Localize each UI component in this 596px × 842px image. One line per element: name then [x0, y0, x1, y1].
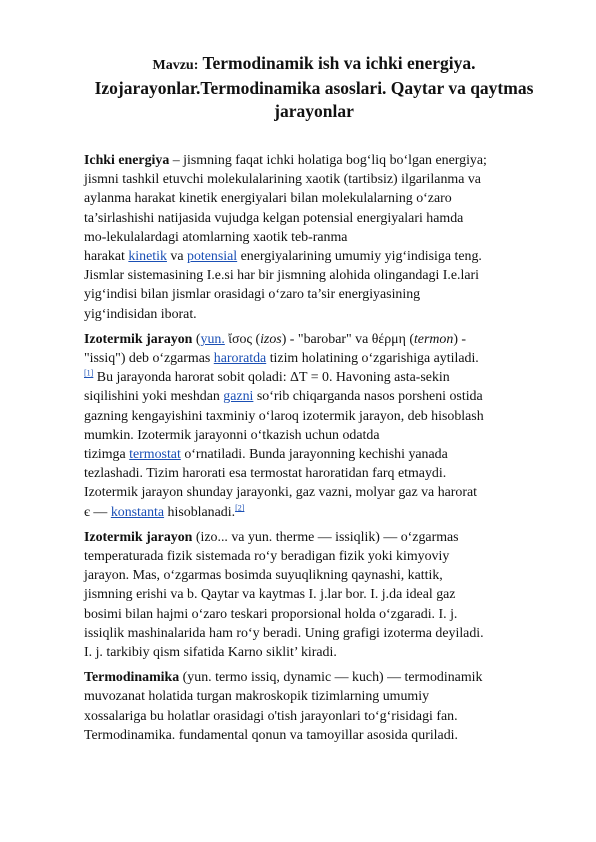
text-span: hisoblanadi.	[164, 504, 236, 520]
text-span: va	[166, 249, 188, 265]
text-line: aylanma harakat kinetik energiyalari bilan molekulalarning o‘zaro	[84, 191, 452, 207]
text-line: temperaturada fizik sistemada ro‘y beradigan fizik yoki kimyoviy	[84, 549, 450, 565]
title-line-3: jarayonlar	[274, 101, 354, 121]
paragraph-izotermik-jarayon-2	[84, 528, 544, 662]
text-span: є —	[84, 504, 111, 520]
term-termodinamika: Termodinamika	[84, 670, 180, 686]
text-span: ) -	[453, 331, 467, 347]
text-line: mo-lekulalardagi atomlarning xaotik teb-ranma	[84, 229, 348, 245]
term-ichki-energiya: Ichki energiya	[84, 153, 170, 168]
title-line-2: Izojarayonlar.Termodinamika asoslari. Qaytar va qaytmas	[94, 78, 534, 98]
text-line: bosimi bilan hajmi o‘zaro teskari proporsional holda o‘zgaradi. I. j.	[84, 606, 458, 622]
paragraph-izotermik-jarayon-1	[84, 330, 544, 522]
text-line: Izotermik jarayon shunday jarayonki, gaz vazni, molyar gaz va harorat	[84, 485, 478, 501]
text-line: ta’sirlashishi natijasida vujudga kelgan potensial energiyalari hamda	[84, 210, 464, 226]
footnote-ref-2	[235, 503, 244, 512]
term-izotermik-jarayon-2: Izotermik jarayon	[84, 529, 193, 545]
text-span: siqilishini yoki meshdan	[84, 389, 224, 405]
link-potensial[interactable]: potensial	[187, 249, 238, 265]
text-span: (yun. termo issiq, dynamic — kuch) — termodinamik	[179, 670, 483, 686]
text-line: gazning kengayishini taxminiy o‘laroq izotermik jarayon, deb hisoblash	[84, 408, 484, 424]
title-label: Mavzu:	[152, 58, 199, 73]
link-haroratda[interactable]: haroratda	[213, 351, 267, 367]
text-span: "issiq") deb o‘zgarmas	[84, 351, 214, 367]
paragraph-termodinamika	[84, 668, 544, 745]
text-span: tizimga	[84, 447, 130, 463]
text-izos: izos	[260, 331, 282, 347]
text-line: jarayon. Mas, o‘zgarmas bosimda suyuqlikning qaynashi, kattik,	[84, 568, 443, 584]
text-span: ἴσος (	[224, 331, 261, 347]
text-line: issiqlik mashinalarida ham ro‘y beradi. Uning grafigi izoterma deyiladi.	[84, 625, 484, 641]
text-line: Jismlar sistemasining I.e.si har bir jismning alohida olingandagi I.e.lari	[84, 268, 480, 284]
text-line: harakat	[84, 249, 129, 265]
link-gazni[interactable]: gazni	[223, 389, 254, 405]
text-span: o‘rnatiladi. Bunda jarayonning kechishi yanada	[180, 447, 448, 463]
text-line: jismning erishi va b. Qaytar va kaytmas I. j.lar bor. I. j.da ideal gaz	[84, 587, 456, 603]
text-line: tezlashadi. Tizim harorati esa termostat haroratidan farq etmaydi.	[84, 466, 447, 482]
text-span: (izo... va yun. therme — issiqlik) — o‘zgarmas	[192, 529, 459, 545]
text-span: so‘rib chiqarganda nasos porsheni ostida	[253, 389, 483, 405]
text-line: mumkin. Izotermik jarayonni o‘tkazish uchun odatda	[84, 427, 380, 443]
text-line: xossalariga bu holatlar orasidagi o'tish jarayonlari to‘g‘risidagi fan.	[84, 708, 458, 724]
text-line: yig‘indisi bilan jismlar orasidagi o‘zaro ta’sir energiyasining	[84, 287, 421, 303]
text-line: – jismning faqat ichki holatiga bog‘liq bo‘lgan energiya;	[169, 153, 487, 168]
text-termon: termon	[413, 331, 454, 347]
term-izotermik-jarayon: Izotermik jarayon	[84, 331, 193, 347]
text-line: I. j. tarkibiy qism sifatida Karno siklit’ kiradi.	[84, 645, 337, 661]
text-line: muvozanat holatida turgan makroskopik tizimlarning umumiy	[84, 689, 430, 705]
text-line: Termodinamika. fundamental qonun va tamoyillar asosida quriladi.	[84, 727, 458, 743]
text-span: ) - "barobar" va θέρμη (	[281, 331, 414, 347]
footnote-link-1[interactable]: [1]	[84, 368, 94, 378]
text-span: energiyalarining umumiy yig‘indisiga teng.	[237, 249, 482, 265]
link-yun[interactable]: yun.	[200, 331, 225, 347]
link-kinetik[interactable]: kinetik	[128, 249, 167, 265]
paragraph-ichki-energiya	[84, 151, 544, 324]
text-line: jismni tashkil etuvchi molekulalarining xaotik (tartibsiz) ilgarilanma va	[84, 172, 481, 188]
text-line: Bu jarayonda harorat sobit qoladi: ΔT = 0. Havoning asta-sekin	[93, 370, 450, 386]
footnote-ref-1	[84, 369, 93, 378]
text-span: tizim holatining o‘zgarishiga aytiladi.	[266, 351, 479, 367]
link-termostat[interactable]: termostat	[129, 447, 181, 463]
text-line: yig‘indisidan iborat.	[84, 306, 197, 322]
title-line-1: Termodinamik ish va ichki energiya.	[202, 53, 476, 73]
page-title	[84, 52, 544, 123]
footnote-link-2[interactable]: [2]	[235, 503, 245, 513]
link-konstanta[interactable]: konstanta	[110, 504, 165, 520]
text-span: (	[192, 331, 201, 347]
